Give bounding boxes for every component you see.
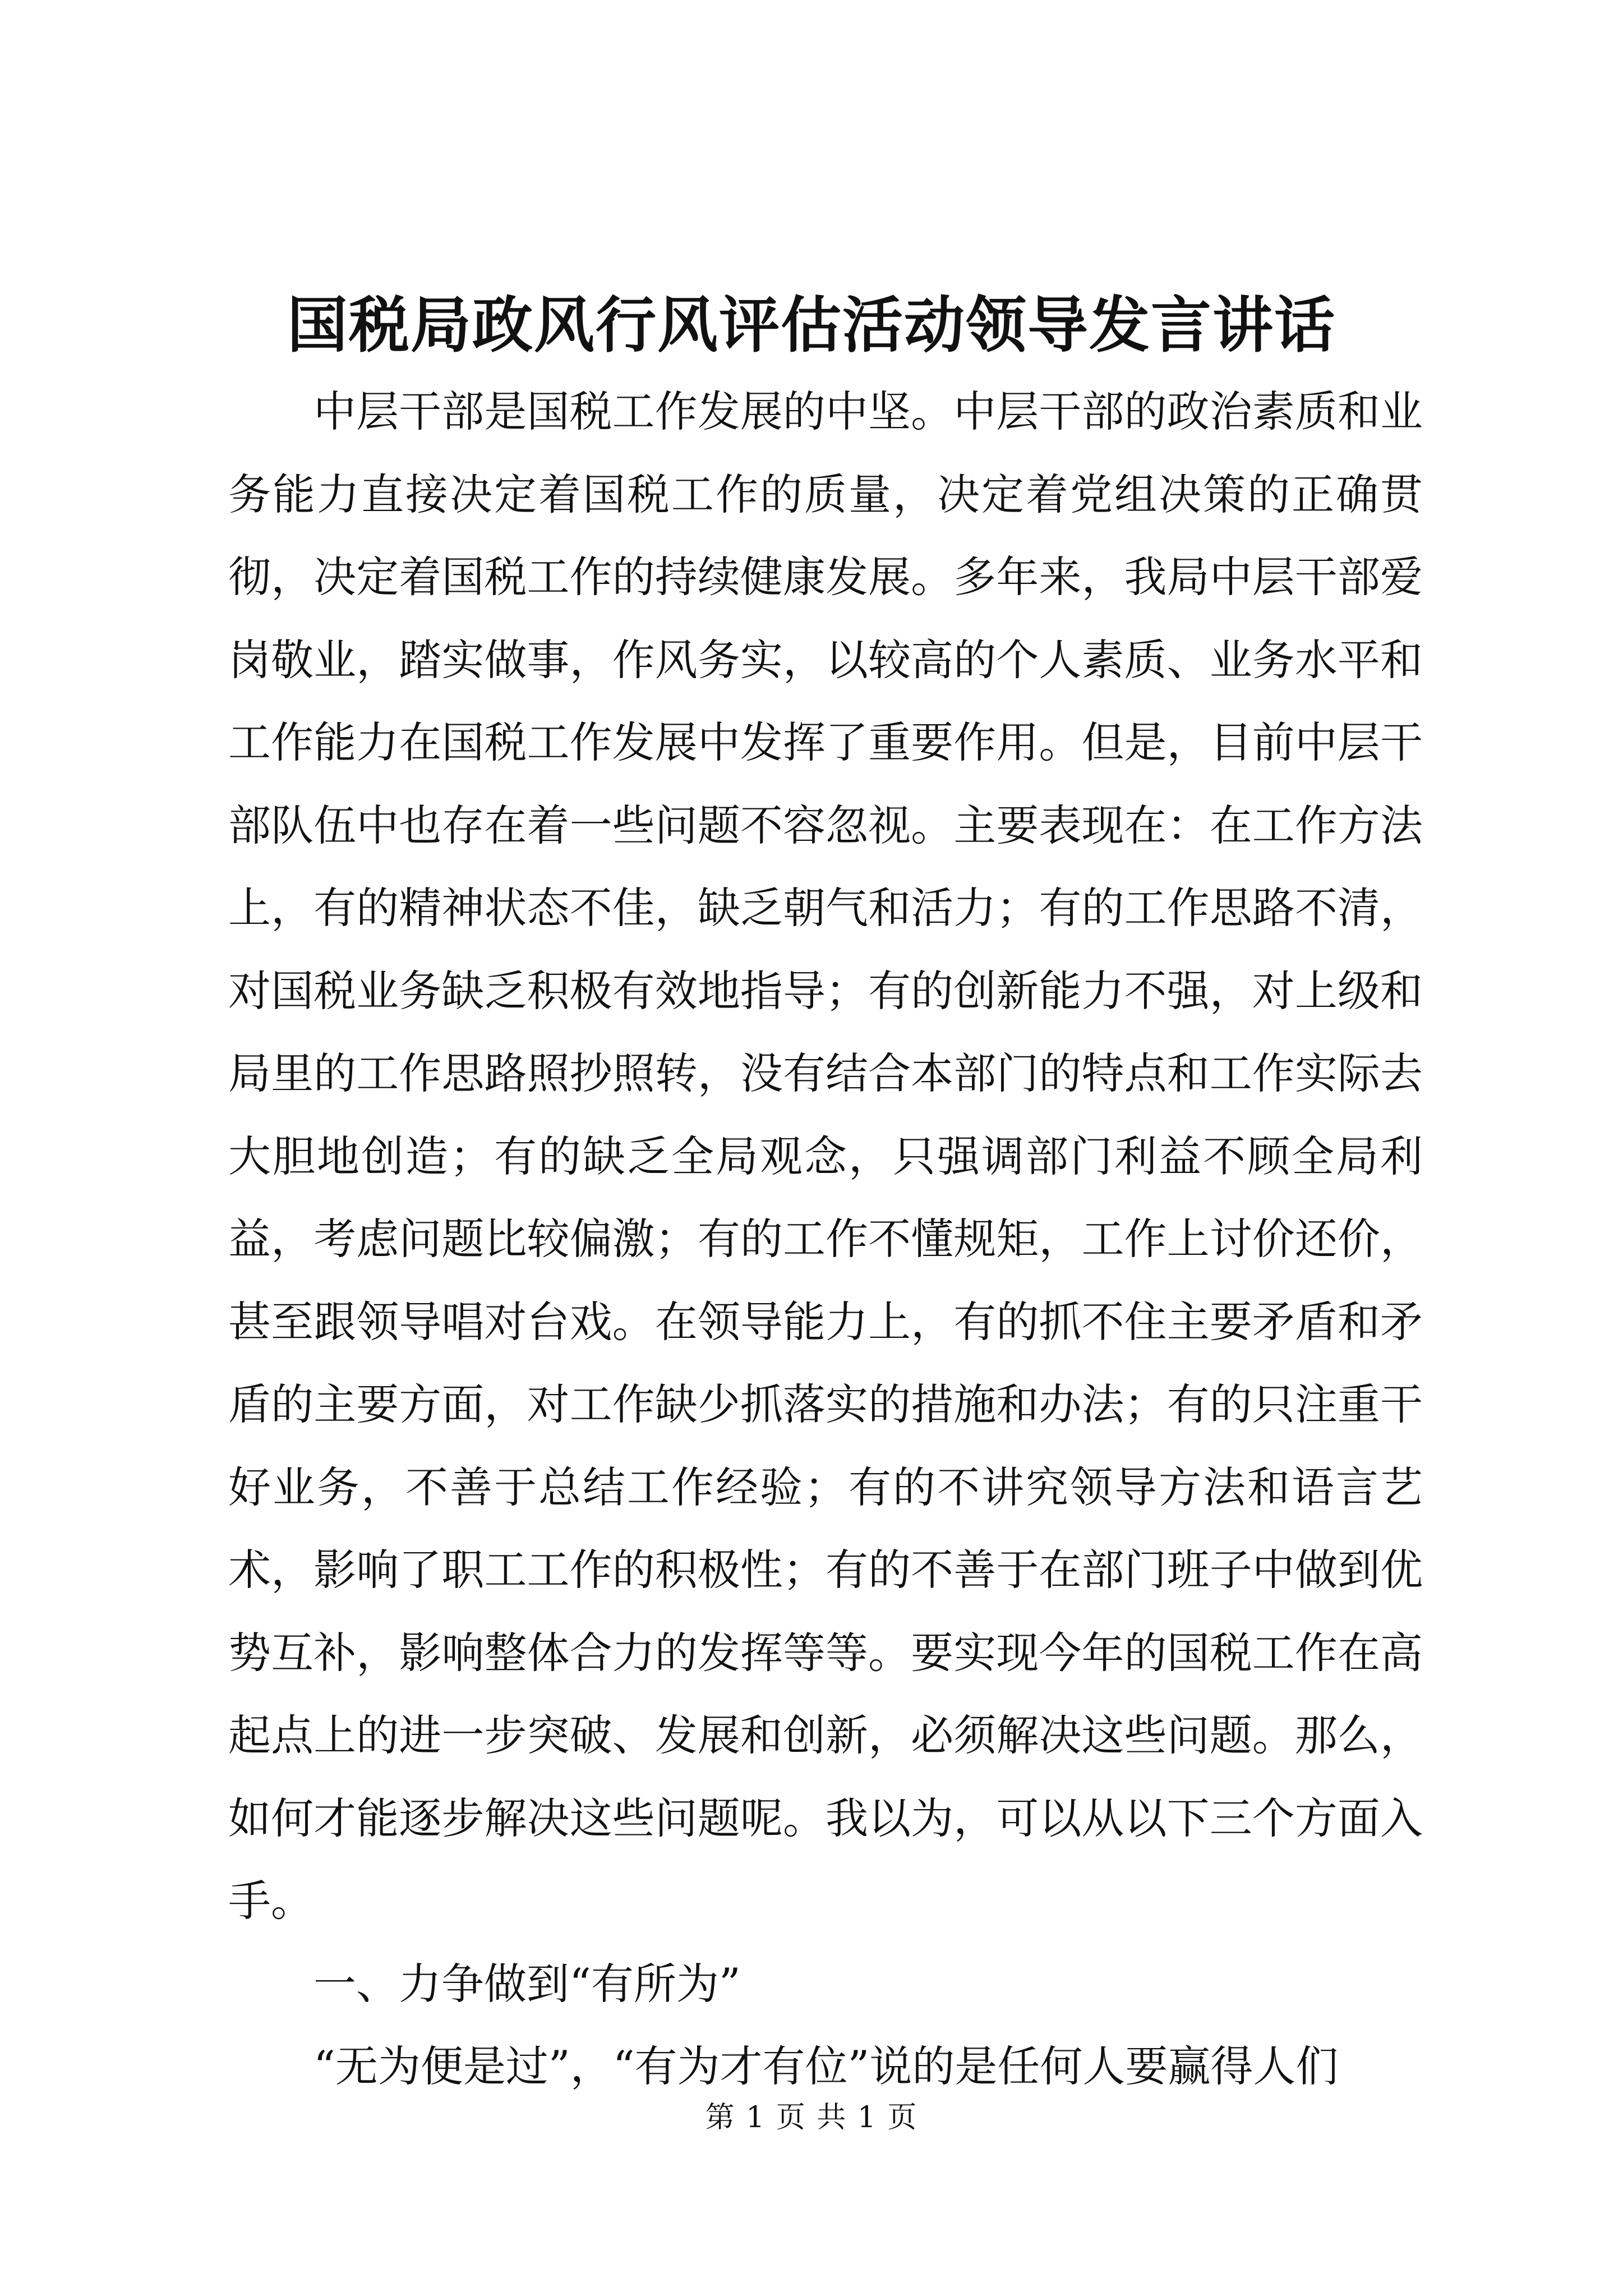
page-footer: 第 1 页 共 1 页 [705, 2101, 918, 2134]
document-body [228, 370, 1423, 2108]
paragraph-intro: 中层干部是国税工作发展的中坚。中层干部的政治素质和业务能力直接决定着国税工作的质量，决定着党组决策的正确贯彻，决定着国税工作的持续健康发展。多年来，我局中层干部爱岗敬业，踏实做事，作风务实，以较高的个人素质、业务水平和工作能力在国税工作发展中发挥了重要作用。但是，目前中层干部队伍中也存在着一些问题不容忽视。主要表现在：在工作方法上，有的精神状态不佳，缺乏朝气和活力；有的工作思路不清，对国税业务缺乏积极有效地指导；有的创新能力不强，对上级和局里的工作思路照抄照转，没有结合本部门的特点和工作实际去大胆地创造；有的缺乏全局观念，只强调部门利益不顾全局利益，考虑问题比较偏激；有的工作不懂规矩，工作上讨价还价，甚至跟领导唱对台戏。在领导能力上，有的抓不住主要矛盾和矛盾的主要方面，对工作缺少抓落实的措施和办法；有的只注重干好业务，不善于总结工作经验；有的不讲究领导方法和语言艺术，影响了职工工作的积极性；有的不善于在部门班子中做到优势互补，影响整体合力的发挥等等。要实现今年的国税工作在高起点上的进一步突破、发展和创新，必须解决这些问题。那么，如何才能逐步解决这些问题呢。我以为，可以从以下三个方面入手。 [228, 386, 1423, 1926]
document-title: 国税局政风行风评估活动领导发言讲话 [287, 290, 1336, 361]
paragraph-section-1: “无为便是过”，“有为才有位”说的是任何人要赢得人们 [313, 2041, 1339, 2091]
section-heading-1: 一、力争做到“有所为” [313, 1958, 741, 2009]
